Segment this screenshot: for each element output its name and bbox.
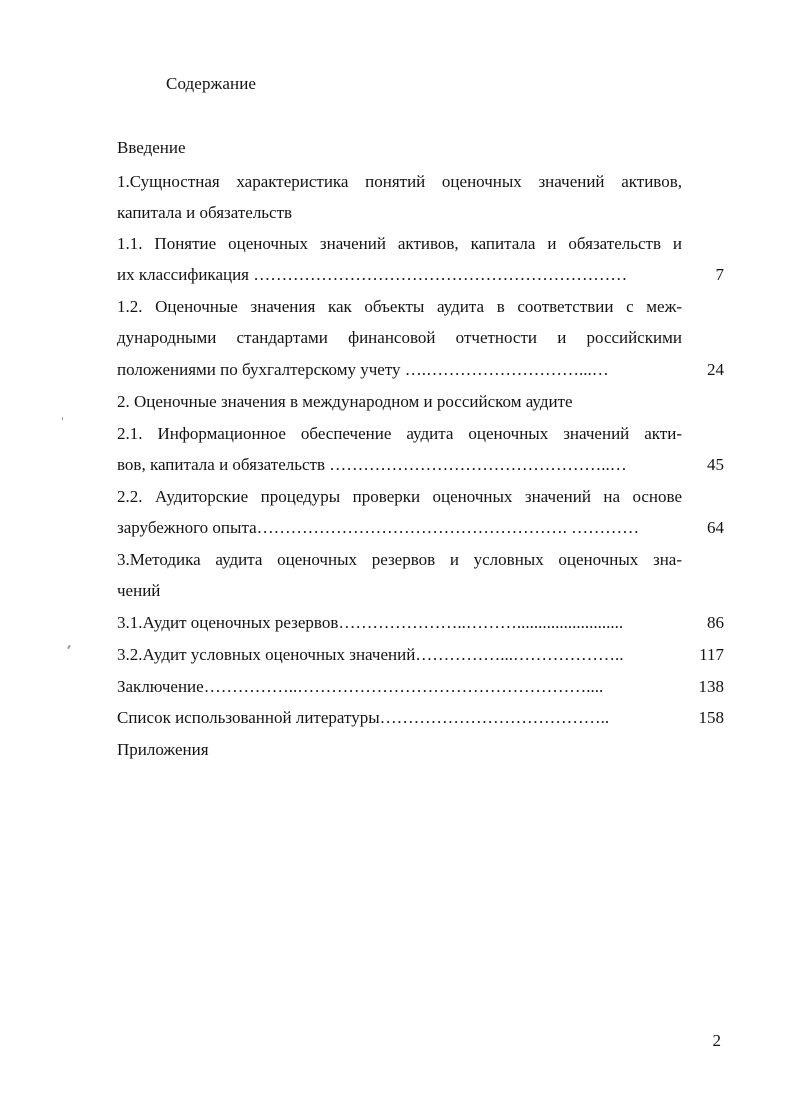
toc-entry-ch1-line2: капитала и обязательств: [117, 203, 293, 222]
toc-entry-2-2-line1: 2.2. Аудиторские процедуры проверки оценочных значений на основе: [117, 487, 682, 506]
toc-page-1-1: 7: [715, 265, 724, 284]
toc-page-3-1: 86: [707, 613, 724, 632]
toc-entry-2-2-line2: зарубежного опыта………………………………………………. …………: [117, 518, 640, 537]
toc-entry-intro: Введение: [117, 138, 186, 157]
toc-entry-ch2: 2. Оценочные значения в международном и российском аудите: [117, 392, 573, 411]
toc-entry-1-1-line2: их классификация …………………………………………………………: [117, 265, 628, 284]
toc-page-2-2: 64: [707, 518, 724, 537]
scan-speck: [67, 645, 71, 649]
toc-entry-ch3-line2: чений: [117, 581, 161, 600]
toc-page-1-2: 24: [707, 360, 724, 379]
toc-page-references: 158: [698, 708, 724, 727]
toc-title: Содержание: [166, 74, 257, 93]
toc-entry-ch3-line1: 3.Методика аудита оценочных резервов и условных оценочных зна-: [117, 550, 682, 569]
toc-entry-references: Список использованной литературы…………………………………..: [117, 708, 610, 727]
toc-page-3-2: 117: [699, 645, 724, 664]
toc-entry-2-1-line2: вов, капитала и обязательств …………………………………………..…: [117, 455, 627, 474]
toc-entry-2-1-line1: 2.1. Информационное обеспечение аудита оценочных значений акти-: [117, 424, 682, 443]
toc-entry-appendices: Приложения: [117, 740, 209, 759]
page-number: 2: [712, 1031, 721, 1050]
scan-speck: [62, 417, 63, 420]
toc-entry-1-1-line1: 1.1. Понятие оценочных значений активов, капитала и обязательств и: [117, 234, 682, 253]
toc-entry-1-2-line1: 1.2. Оценочные значения как объекты аудита в соответствии с меж-: [117, 297, 682, 316]
toc-entry-ch1-line1: 1.Сущностная характеристика понятий оценочных значений активов,: [117, 172, 682, 191]
toc-entry-conclusion: Заключение……………..……………………………………………....: [117, 677, 604, 696]
toc-page-conclusion: 138: [698, 677, 724, 696]
toc-entry-3-2: 3.2.Аудит условных оценочных значений……………...………………..: [117, 645, 624, 664]
toc-entry-1-2-line2: дународными стандартами финансовой отчетности и российскими: [117, 328, 682, 347]
toc-page-2-1: 45: [707, 455, 724, 474]
toc-entry-1-2-line3: положениями по бухгалтерскому учету ….………………………...…: [117, 360, 609, 379]
toc-entry-3-1: 3.1.Аудит оценочных резервов…………………..……….........................: [117, 613, 624, 632]
